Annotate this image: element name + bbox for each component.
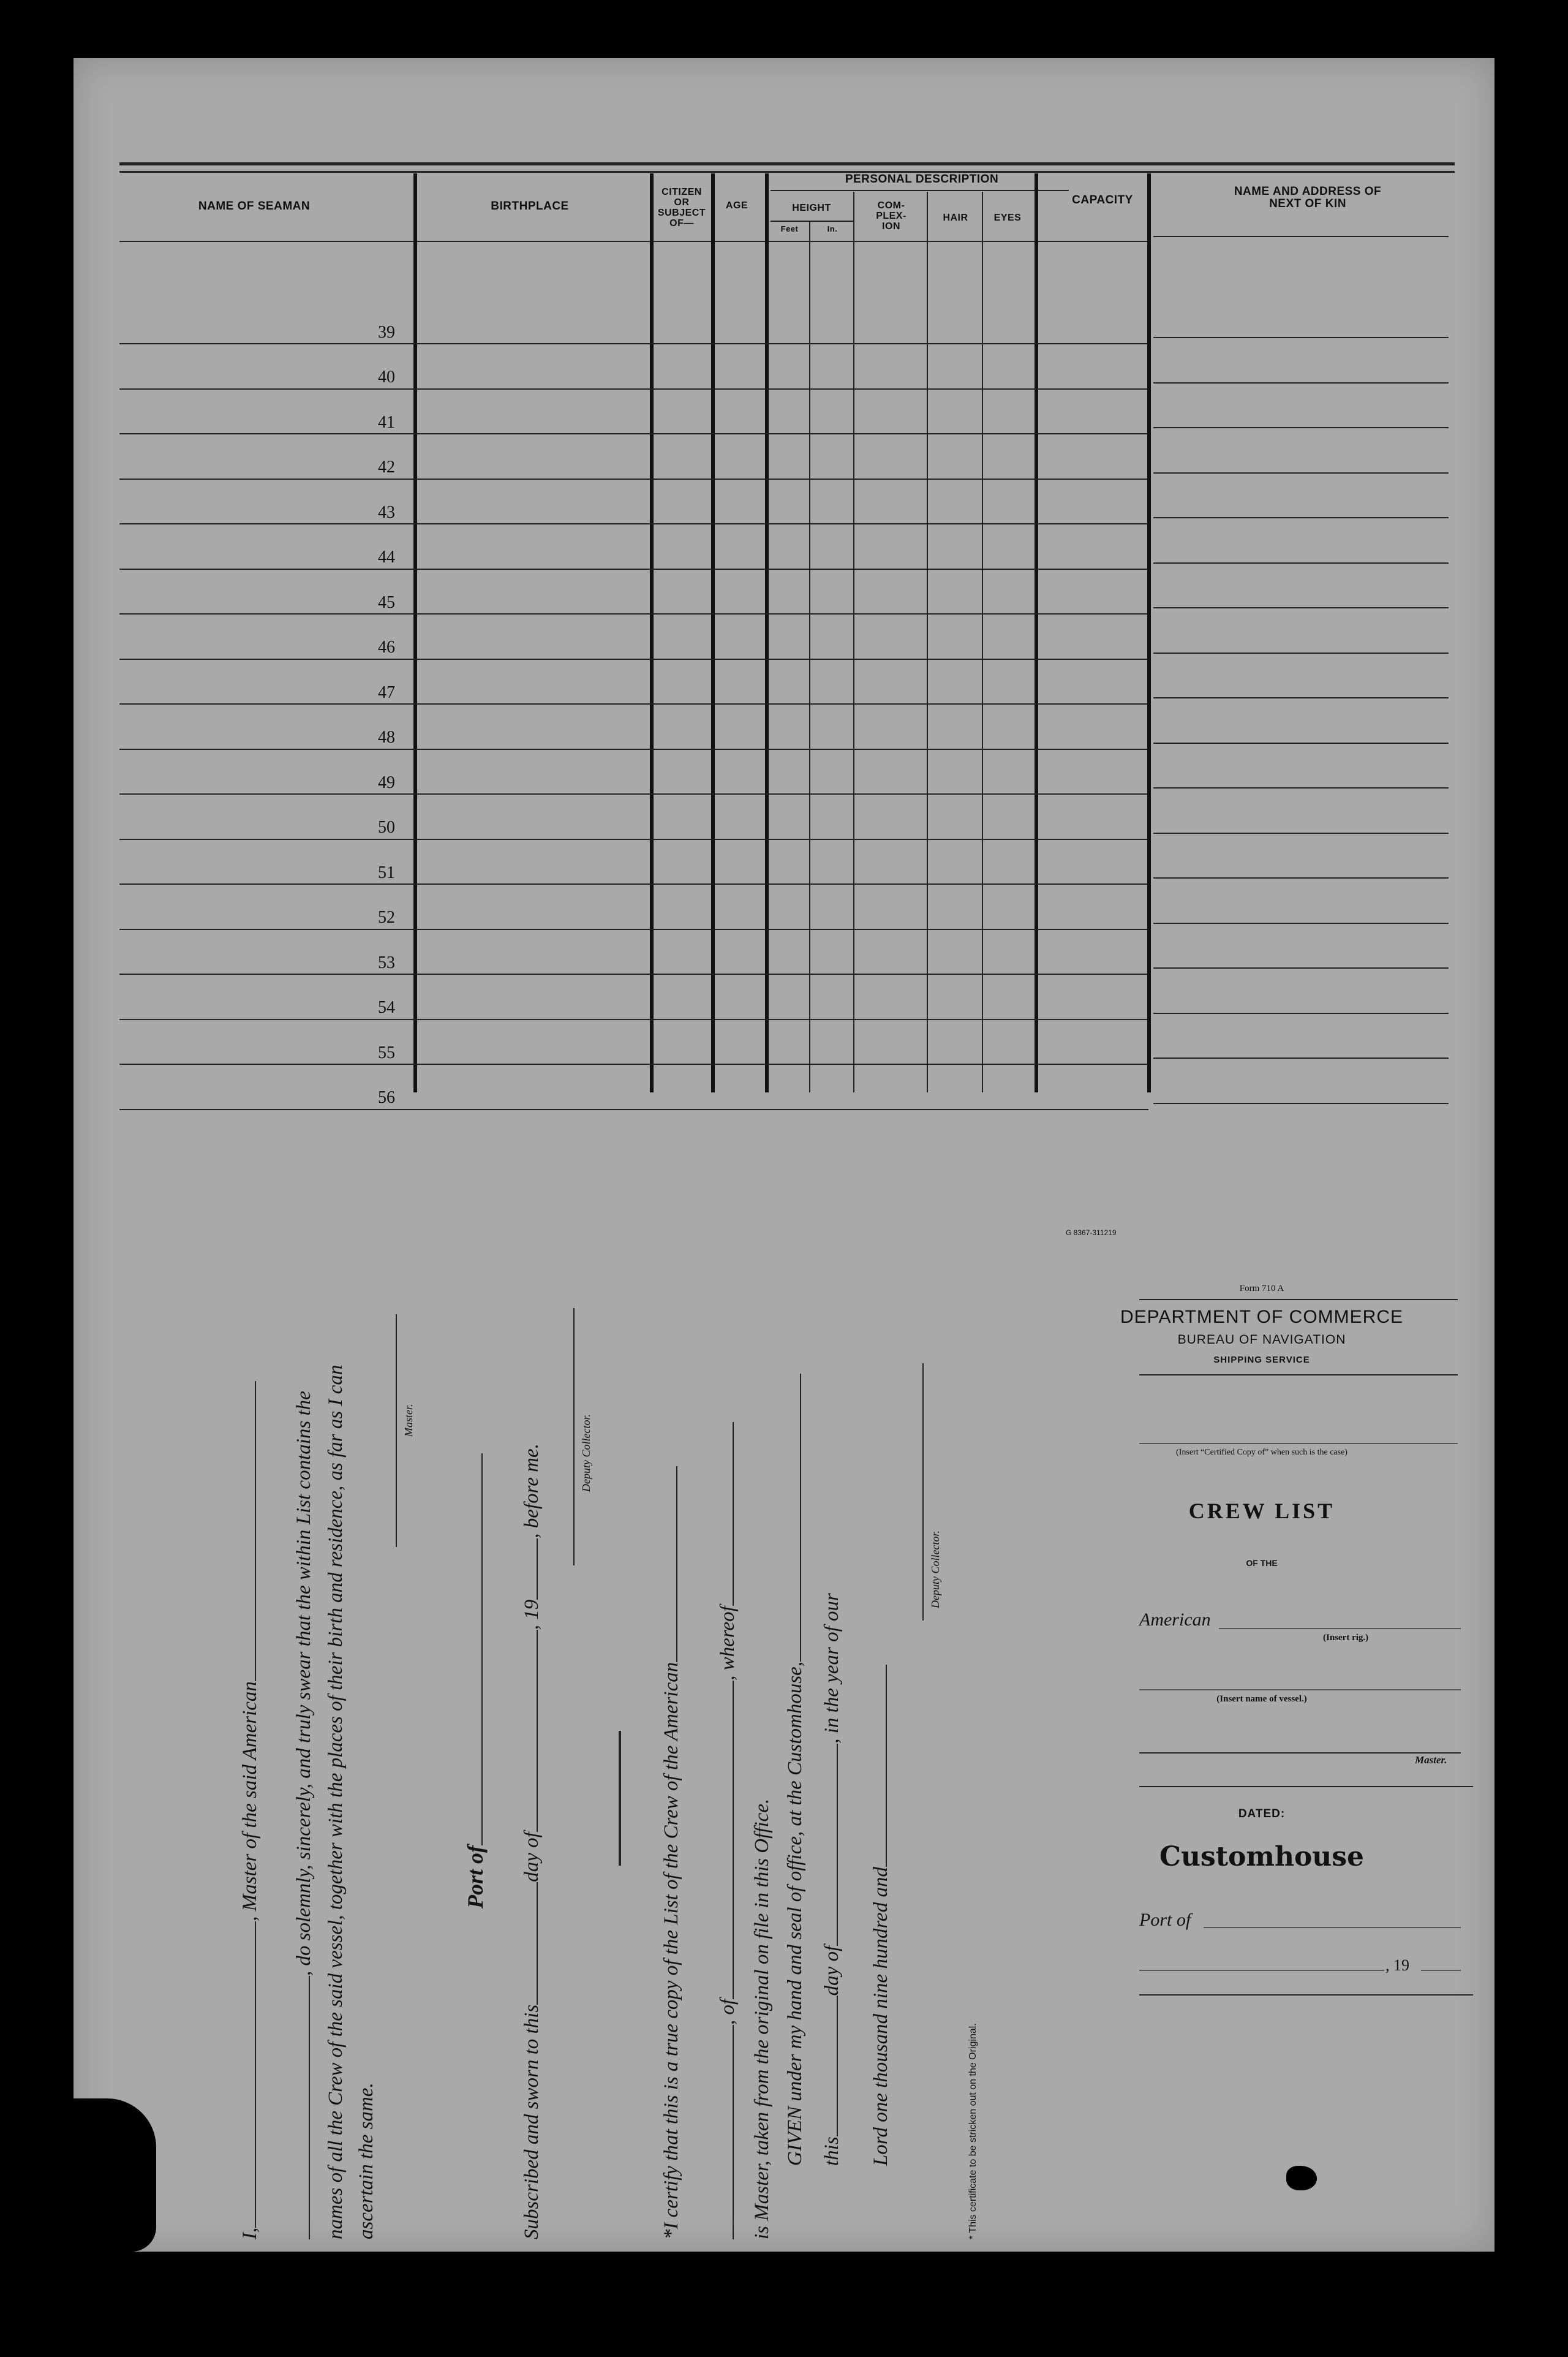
crew-list-page <box>74 58 1494 2252</box>
separator-bar <box>619 1731 621 1866</box>
header-age: AGE <box>725 200 748 211</box>
kin-row-rule <box>1153 562 1449 564</box>
kin-row-rule <box>1153 607 1449 608</box>
col-rule-hair <box>927 192 928 1092</box>
row-rule <box>119 523 1148 524</box>
cover-label <box>1029 1228 1494 2086</box>
certified-copy-blank[interactable] <box>1139 1443 1458 1444</box>
header-feet: Feet <box>780 224 799 233</box>
master-label: Master. <box>402 1404 415 1437</box>
cover-rule-1 <box>1139 1299 1458 1300</box>
table-top-rule <box>119 162 1455 165</box>
certificate-continued <box>870 1228 992 2239</box>
kin-row-rule <box>1153 923 1449 924</box>
personal-description-rule <box>771 190 1069 191</box>
row-number: 53 <box>378 953 395 972</box>
kin-row-rule <box>1153 337 1449 338</box>
row-rule <box>119 659 1148 660</box>
header-personal-description: PERSONAL DESCRIPTION <box>845 173 999 186</box>
col-rule-birthplace <box>413 173 417 1092</box>
kin-row-rule <box>1153 1057 1449 1059</box>
oath-line-3: names of all the Crew of the said vessel, together with the places of their birth and residence, as far as I can <box>325 1364 347 2239</box>
header-height: HEIGHT <box>792 203 831 213</box>
kin-row-rule <box>1153 833 1449 834</box>
row-rule <box>119 613 1148 615</box>
nineteen-label: , 19 <box>1385 1956 1409 1974</box>
row-rule <box>119 433 1148 434</box>
row-rule <box>119 388 1148 390</box>
col-rule-inches <box>809 222 810 1092</box>
col-rule-eyes <box>982 192 983 1092</box>
header-hair: HAIR <box>943 213 968 223</box>
vessel-name-blank[interactable] <box>255 1381 256 1681</box>
dated-label: DATED: <box>1238 1807 1286 1820</box>
table-top-rule-2 <box>119 171 1455 173</box>
oath-line-1: I,, Master of the said American <box>239 1381 262 2239</box>
ink-blot <box>1286 2166 1317 2190</box>
col-rule-kin <box>1147 173 1151 1092</box>
paper-damage <box>70 2098 156 2252</box>
crew-table <box>119 162 1461 1107</box>
port-blank[interactable] <box>481 1453 483 1845</box>
row-rule <box>119 479 1148 480</box>
row-rule <box>119 929 1148 930</box>
master-blank[interactable] <box>1139 1752 1461 1754</box>
kin-header-rule <box>1153 236 1449 237</box>
col-rule-age <box>711 173 715 1092</box>
row-rule <box>119 1064 1148 1065</box>
header-birthplace: BIRTHPLACE <box>491 200 569 213</box>
oath-line-4: ascertain the same. <box>355 2083 377 2239</box>
row-number: 41 <box>378 413 395 432</box>
header-inches: In. <box>827 224 838 233</box>
customhouse-title: Customhouse <box>1159 1841 1365 1872</box>
row-number: 47 <box>378 683 395 702</box>
kin-row-rule <box>1153 653 1449 654</box>
master-signature-line <box>380 1314 415 1547</box>
row-number: 55 <box>378 1043 395 1062</box>
this-day-line: thisday of, in the year of our <box>821 1593 843 2166</box>
row-number: 52 <box>378 908 395 927</box>
port-of-line: Port of <box>462 1453 488 1909</box>
certify-of-line: , of, whereof <box>717 1422 739 2239</box>
row-number: 40 <box>378 368 395 387</box>
department-title: DEPARTMENT OF COMMERCE <box>1120 1307 1404 1327</box>
deputy-collector-1: Deputy Collector. <box>557 1308 593 1565</box>
col-rule-citizen <box>650 173 654 1092</box>
kin-row-rule <box>1153 967 1449 969</box>
header-name-of-seaman: NAME OF SEAMAN <box>198 200 311 213</box>
height-rule <box>771 221 853 222</box>
col-rule-complexion <box>853 192 854 1092</box>
row-rule <box>119 839 1148 840</box>
row-number: 44 <box>378 548 395 567</box>
service-title: SHIPPING SERVICE <box>1213 1355 1310 1365</box>
header-eyes: EYES <box>993 213 1022 223</box>
given-line: GIVEN under my hand and seal of office, at the Customhouse, <box>784 1374 807 2166</box>
row-rule <box>119 974 1148 975</box>
row-rule <box>119 793 1148 795</box>
row-number: 51 <box>378 863 395 882</box>
header-bottom-rule <box>119 241 1148 242</box>
row-number: 46 <box>378 638 395 657</box>
port-blank-cover[interactable] <box>1204 1927 1461 1928</box>
american-label: American <box>1139 1610 1211 1630</box>
header-next-of-kin: NAME AND ADDRESS OF NEXT OF KIN <box>1234 185 1382 210</box>
kin-row-rule <box>1153 517 1449 518</box>
oath-blank-2[interactable] <box>309 1976 310 2239</box>
row-number: 45 <box>378 593 395 612</box>
insert-vessel-note: (Insert name of vessel.) <box>1216 1694 1307 1704</box>
row-number: 49 <box>378 773 395 792</box>
date-blank-cover[interactable] <box>1139 1970 1384 1971</box>
cover-rule-2 <box>1139 1374 1458 1375</box>
header-capacity: CAPACITY <box>1072 194 1133 206</box>
of-the-label: OF THE <box>1246 1558 1278 1568</box>
kin-row-rule <box>1153 877 1449 879</box>
deputy-collector-2: Deputy Collector. <box>907 1363 942 1621</box>
row-rule <box>119 1019 1148 1020</box>
year-blank-cover[interactable] <box>1421 1970 1461 1971</box>
kin-row-rule <box>1153 787 1449 789</box>
row-number: 56 <box>378 1088 395 1107</box>
oath-line-2: , do solemnly, sincerely, and truly swear that the within List contains the <box>293 1391 315 2239</box>
port-of-label: Port of <box>1139 1910 1191 1930</box>
lord-line: Lord one thousand nine hundred and <box>870 1665 892 2166</box>
row-rule <box>119 1109 1148 1110</box>
row-number: 54 <box>378 998 395 1017</box>
kin-row-rule <box>1153 1013 1449 1014</box>
master-oath <box>239 1228 851 2239</box>
subscribed-line: Subscribed and sworn to thisday of, 19, before me. <box>521 1443 543 2239</box>
row-number: 48 <box>378 728 395 747</box>
kin-row-rule <box>1153 472 1449 474</box>
vessel-blank[interactable] <box>1139 1689 1461 1690</box>
kin-row-rule <box>1153 743 1449 744</box>
row-rule <box>119 883 1148 885</box>
row-rule <box>119 703 1148 705</box>
rig-blank[interactable] <box>1219 1628 1461 1629</box>
master-label-cover: Master. <box>1415 1754 1447 1766</box>
cover-rule-3 <box>1139 1786 1473 1787</box>
kin-row-rule <box>1153 427 1449 428</box>
kin-row-rule <box>1153 697 1449 698</box>
insert-certified-note: (Insert “Certified Copy of” when such is the case) <box>1176 1448 1348 1457</box>
col-rule-personal <box>765 173 769 1092</box>
certify-line: *I certify that this is a true copy of the List of the Crew of the American <box>660 1466 683 2239</box>
row-number: 39 <box>378 323 395 342</box>
header-complexion: COM- PLEX- ION <box>876 200 907 232</box>
col-rule-capacity <box>1035 173 1038 1092</box>
kin-row-rule <box>1153 382 1449 384</box>
print-code: G 8367-311219 <box>1066 1228 1117 1237</box>
row-rule <box>119 343 1148 344</box>
header-citizen: CITIZEN OR SUBJECT OF— <box>657 187 706 229</box>
insert-rig-note: (Insert rig.) <box>1323 1633 1369 1643</box>
form-number: Form 710 A <box>1239 1284 1284 1293</box>
row-number: 43 <box>378 503 395 522</box>
row-number: 42 <box>378 458 395 477</box>
row-rule <box>119 749 1148 750</box>
footnote: * This certificate to be stricken out on the Original. <box>968 2023 978 2239</box>
row-number: 50 <box>378 818 395 837</box>
row-rule <box>119 569 1148 570</box>
master-name-blank[interactable] <box>255 1921 256 2228</box>
crew-list-title: CREW LIST <box>1188 1499 1335 1523</box>
cover-rule-4 <box>1139 1994 1473 1996</box>
is-master-line: is Master, taken from the original on file in this Office. <box>751 1798 773 2239</box>
bureau-title: BUREAU OF NAVIGATION <box>1177 1333 1346 1347</box>
kin-row-rule <box>1153 1103 1449 1104</box>
